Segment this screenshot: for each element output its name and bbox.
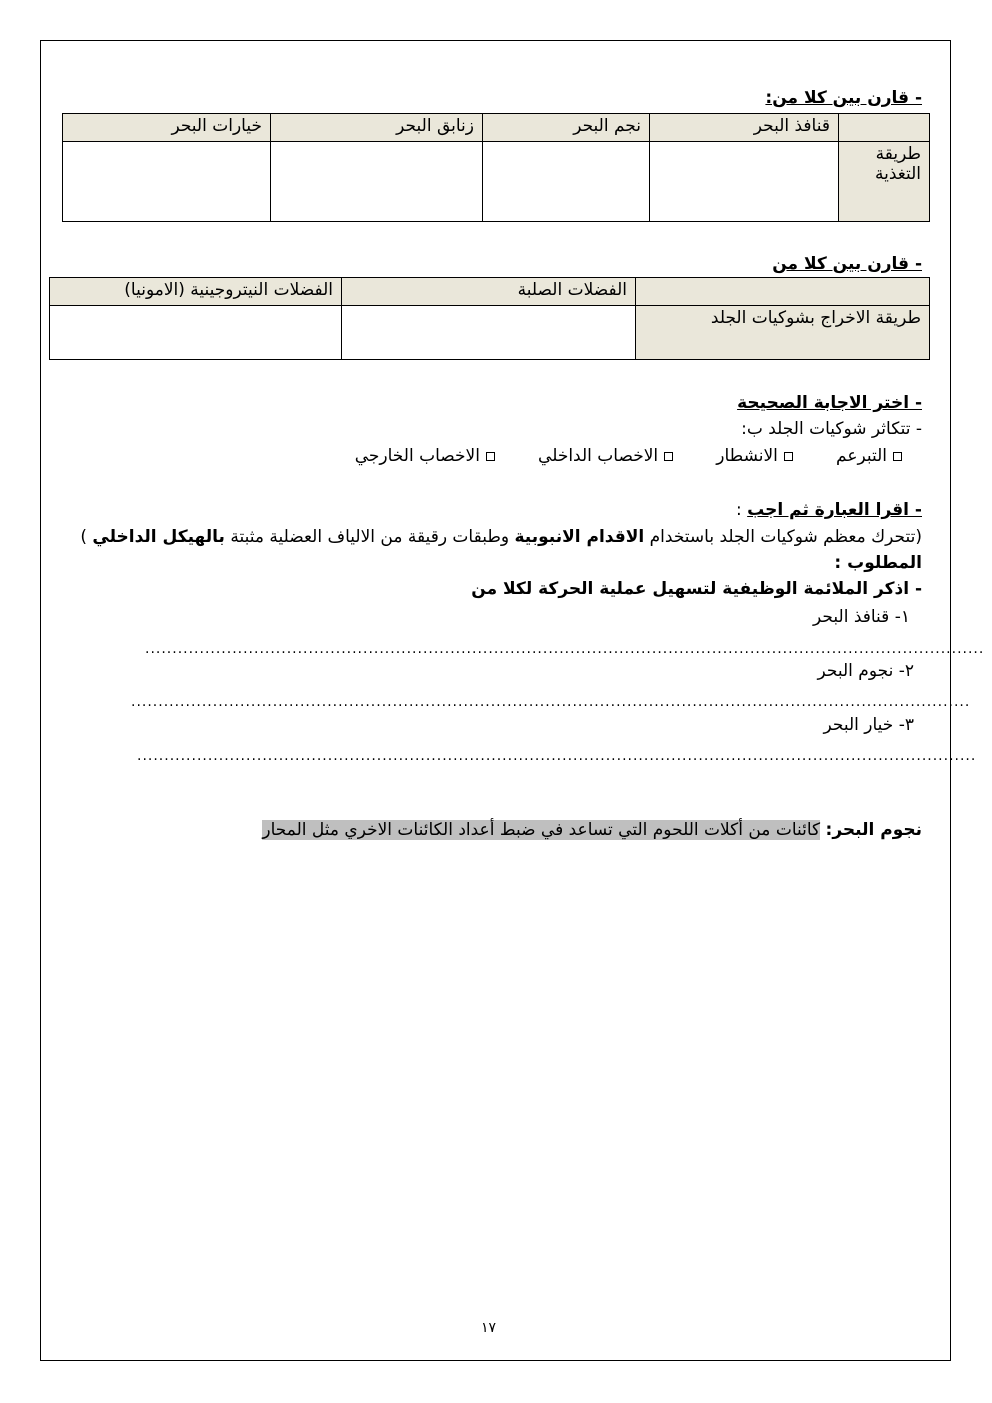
option-internal-fertilization-label: الاخصاب الداخلي [538, 446, 659, 466]
table1-answer-cell[interactable] [63, 142, 271, 222]
table1-header-starfish: نجم البحر [483, 114, 650, 142]
note [262, 820, 922, 840]
page-number: ١٧ [481, 1320, 497, 1336]
answer-line-1[interactable]: .......................................................................................................................................................... [145, 641, 985, 657]
note-text: كائنات من أكلات اللحوم التي تساعد في ضبط أعداد الكائنات الاخري مثل المحار [262, 820, 821, 840]
section3-question: - تتكاثر شوكيات الجلد ب: [741, 419, 922, 439]
section4-heading: - اقرا العبارة ثم اجب [747, 500, 922, 520]
option-fission[interactable] [716, 446, 793, 466]
statement-part: (تتحرك معظم شوكيات الجلد باستخدام [644, 527, 922, 547]
table2-row-label: طريقة الاخراج بشوكيات الجلد [636, 306, 930, 360]
note-label: نجوم البحر: [825, 820, 922, 840]
answer-line-2[interactable]: .......................................................................................................................................................... [131, 694, 971, 710]
table2-answer-cell[interactable] [342, 306, 636, 360]
table1-row-label-line2: التغذية [874, 164, 921, 184]
table2-answer-cell[interactable] [50, 306, 342, 360]
option-fission-label: الانشطار [716, 446, 778, 466]
statement-bold-tube-feet: الاقدام الانبوبية [514, 527, 645, 547]
table2-corner-cell [636, 278, 930, 306]
statement-part: ) [80, 527, 93, 547]
table2-header-solid-waste: الفضلات الصلبة [342, 278, 636, 306]
option-budding[interactable] [836, 446, 902, 466]
answer-item-1: ١- قنافذ البحر [813, 607, 910, 627]
option-external-fertilization[interactable] [355, 446, 495, 466]
statement-part: وطبقات رقيقة من الالياف العضلية مثبتة [224, 527, 515, 547]
section3-heading: - اختر الاجابة الصحيحة [737, 393, 922, 413]
checkbox-icon[interactable] [664, 452, 673, 461]
table1-row-label-line1: طريقة [875, 144, 921, 164]
option-internal-fertilization[interactable] [538, 446, 673, 466]
statement-bold-internal-skeleton: بالهيكل الداخلي [92, 527, 225, 547]
section2-heading: - قارن بين كلا من [772, 254, 922, 274]
checkbox-icon[interactable] [784, 452, 793, 461]
table1-header-sea-lilies: زنابق البحر [271, 114, 483, 142]
checkbox-icon[interactable] [486, 452, 495, 461]
comparison-table-1 [62, 113, 930, 222]
answer-line-3[interactable]: .......................................................................................................................................................... [137, 748, 977, 764]
table1-answer-cell[interactable] [271, 142, 483, 222]
section4-task: - اذكر الملائمة الوظيفية لتسهيل عملية الحركة لكلا من [471, 579, 922, 599]
section3-options [317, 446, 902, 466]
answer-item-2: ٢- نجوم البحر [817, 661, 914, 681]
option-budding-label: التبرعم [836, 446, 887, 466]
section4-heading-colon: : [736, 500, 748, 520]
table2-header-nitrogen-waste: الفضلات النيتروجينية (الامونيا) [50, 278, 342, 306]
section4-statement [80, 527, 922, 547]
table1-header-sea-urchins: قنافذ البحر [650, 114, 839, 142]
section4-heading-line [736, 500, 922, 520]
section1-heading: - قارن بين كلا من: [765, 88, 922, 108]
table1-answer-cell[interactable] [650, 142, 839, 222]
table1-row-label [839, 142, 930, 222]
table1-answer-cell[interactable] [483, 142, 650, 222]
comparison-table-2 [49, 277, 930, 360]
option-external-fertilization-label: الاخصاب الخارجي [354, 446, 480, 466]
checkbox-icon[interactable] [893, 452, 902, 461]
table1-header-sea-cucumbers: خيارات البحر [63, 114, 271, 142]
table1-corner-cell [839, 114, 930, 142]
section4-required: المطلوب : [834, 553, 922, 573]
answer-item-3: ٣- خيار البحر [823, 715, 914, 735]
